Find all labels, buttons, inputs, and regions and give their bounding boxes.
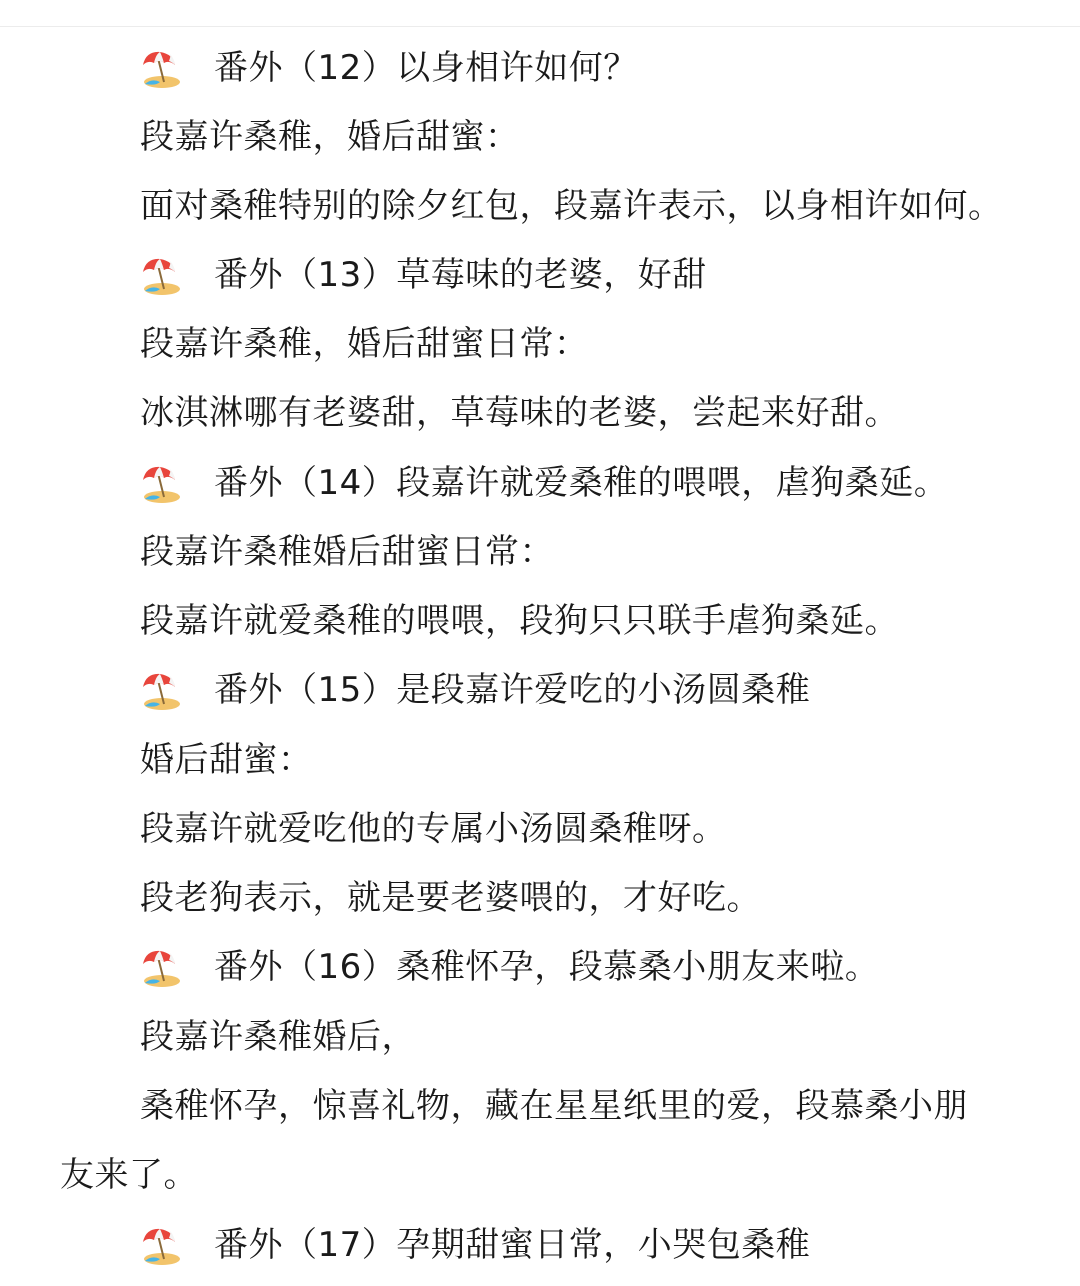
body-line: 段嘉许桑稚，婚后甜蜜： xyxy=(140,117,520,157)
body-line: 桑稚怀孕，惊喜礼物，藏在星星纸里的爱，段慕桑小朋 xyxy=(140,1086,968,1126)
section-title: 番外（12）以身相许如何？ xyxy=(214,48,638,88)
top-divider xyxy=(0,26,1080,27)
beach-umbrella-icon xyxy=(140,255,182,297)
body-line: 段嘉许桑稚婚后甜蜜日常： xyxy=(140,532,554,572)
beach-umbrella-icon xyxy=(140,947,182,989)
section-title: 番外（17）孕期甜蜜日常，小哭包桑稚 xyxy=(214,1225,811,1265)
body-line: 段嘉许桑稚，婚后甜蜜日常： xyxy=(140,324,589,364)
body-line: 段嘉许就爱桑稚的喂喂，段狗只只联手虐狗桑延。 xyxy=(140,601,899,641)
body-line: 面对桑稚特别的除夕红包，段嘉许表示，以身相许如何。 xyxy=(140,186,1003,226)
body-line: 段嘉许桑稚婚后， xyxy=(140,1017,416,1057)
body-line: 冰淇淋哪有老婆甜，草莓味的老婆，尝起来好甜。 xyxy=(140,393,899,433)
beach-umbrella-icon xyxy=(140,1225,182,1267)
beach-umbrella-icon xyxy=(140,670,182,712)
body-line: 段嘉许就爱吃他的专属小汤圆桑稚呀。 xyxy=(140,809,727,849)
beach-umbrella-icon xyxy=(140,463,182,505)
section-title: 番外（13）草莓味的老婆，好甜 xyxy=(214,255,707,295)
section-title: 番外（14）段嘉许就爱桑稚的喂喂，虐狗桑延。 xyxy=(214,463,949,503)
section-title: 番外（15）是段嘉许爱吃的小汤圆桑稚 xyxy=(214,670,811,710)
body-line: 婚后甜蜜： xyxy=(140,740,313,780)
beach-umbrella-icon xyxy=(140,48,182,90)
body-line: 段老狗表示，就是要老婆喂的，才好吃。 xyxy=(140,878,761,918)
section-title: 番外（16）桑稚怀孕，段慕桑小朋友来啦。 xyxy=(214,947,880,987)
body-line: 友来了。 xyxy=(60,1155,198,1195)
